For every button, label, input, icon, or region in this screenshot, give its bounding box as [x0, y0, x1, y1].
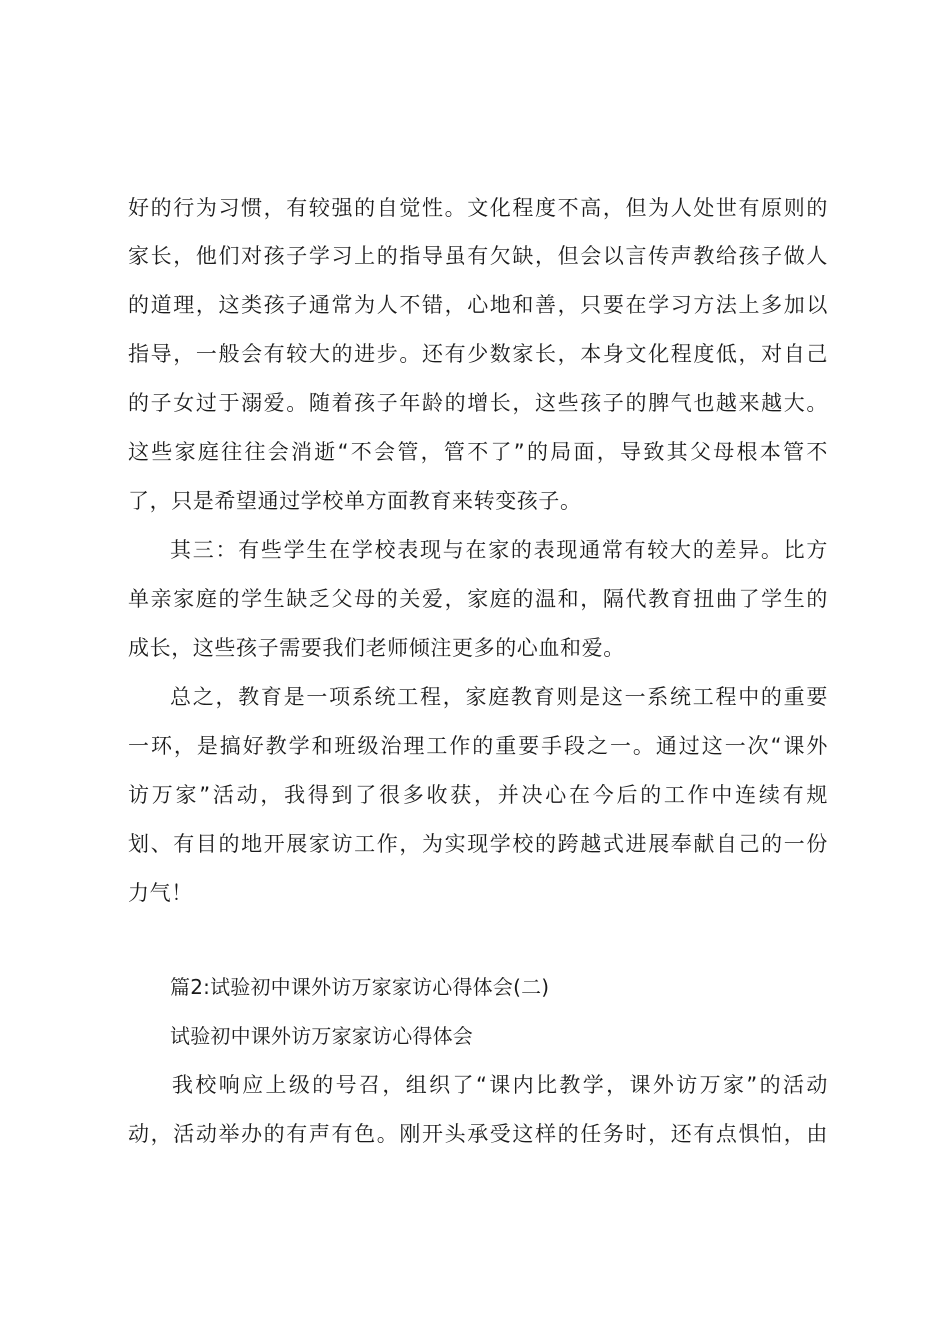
section-heading: 篇2:试验初中课外访万家家访心得体会(二)	[170, 975, 550, 999]
text-line: 单亲家庭的学生缺乏父母的关爱，家庭的温和，隔代教育扭曲了学生的	[128, 587, 828, 611]
text-line: 这些家庭往往会消逝“不会管，管不了”的局面，导致其父母根本管不	[128, 440, 828, 464]
text-line: 好的行为习惯，有较强的自觉性。文化程度不高，但为人处世有原则的	[128, 196, 828, 220]
text-line: 的道理，这类孩子通常为人不错，心地和善，只要在学习方法上多加以	[128, 293, 828, 317]
text-line: 指导，一般会有较大的进步。还有少数家长，本身文化程度低，对自己	[128, 342, 828, 366]
article-title: 试验初中课外访万家家访心得体会	[170, 1024, 473, 1048]
text-line: 一环，是搞好教学和班级治理工作的重要手段之一。通过这一次“课外	[128, 734, 828, 758]
text-line: 总之，教育是一项系统工程，家庭教育则是这一系统工程中的重要	[170, 685, 828, 709]
text-line: 动，活动举办的有声有色。刚开头承受这样的任务时，还有点惧怕，由	[128, 1122, 828, 1146]
text-line: 家长，他们对孩子学习上的指导虽有欠缺，但会以言传声教给孩子做人	[128, 244, 828, 268]
text-line: 成长，这些孩子需要我们老师倾注更多的心血和爱。	[128, 636, 625, 660]
text-line: 划、有目的地开展家访工作，为实现学校的跨越式进展奉献自己的一份	[128, 832, 828, 856]
text-line: 了，只是希望通过学校单方面教育来转变孩子。	[128, 489, 582, 513]
text-line: 其三：有些学生在学校表现与在家的表现通常有较大的差异。比方	[170, 538, 828, 562]
text-line: 访万家”活动，我得到了很多收获，并决心在今后的工作中连续有规	[128, 783, 828, 807]
text-line: 的子女过于溺爱。随着孩子年龄的增长，这些孩子的脾气也越来越大。	[128, 391, 828, 415]
text-line: 力气！	[128, 881, 193, 905]
text-line: 我校响应上级的号召，组织了“课内比教学，课外访万家”的活动	[172, 1073, 828, 1097]
